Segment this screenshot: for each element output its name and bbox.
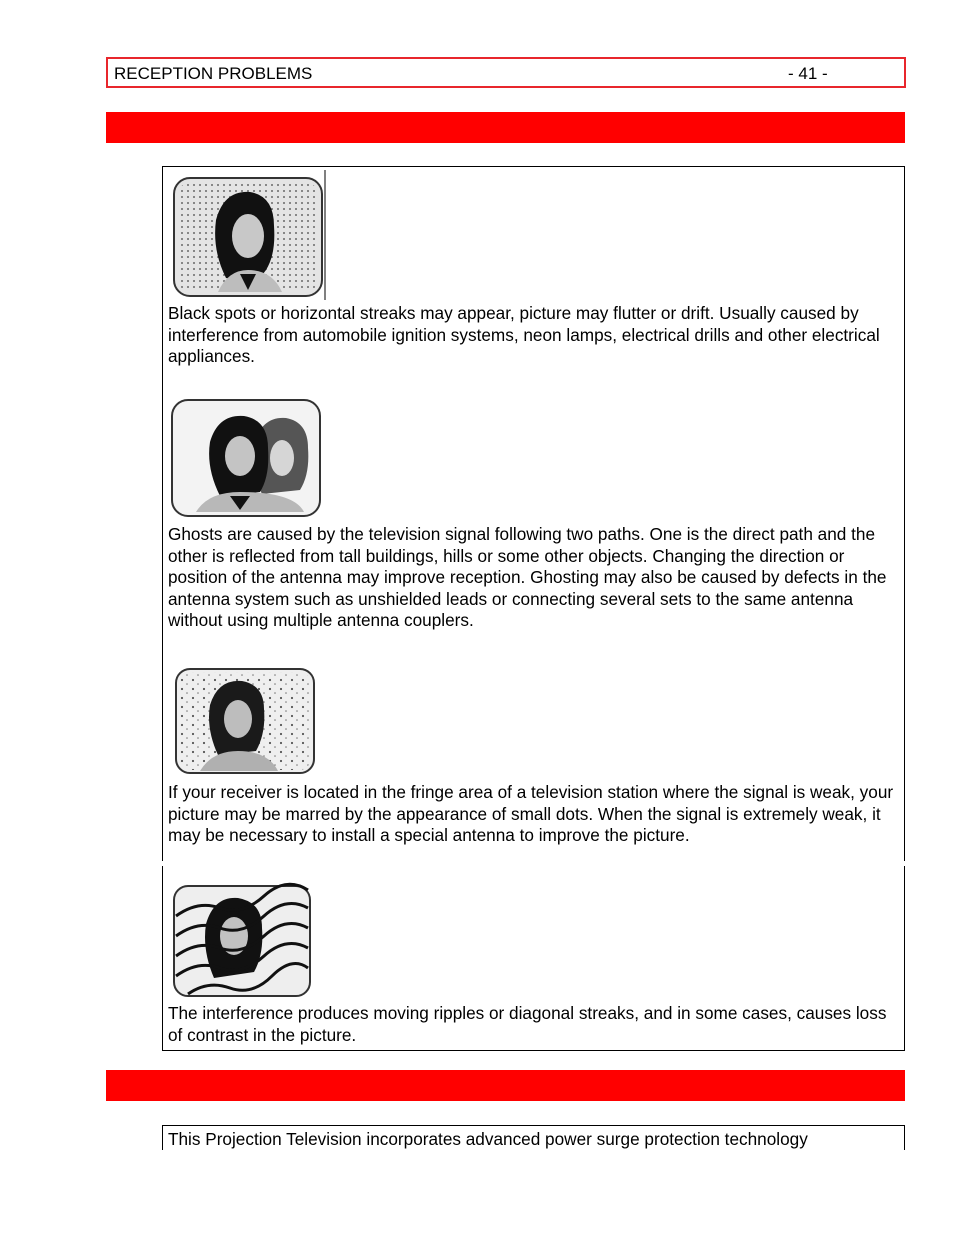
- reception-problem-panel-ripples: [162, 866, 905, 1051]
- problem-description: The interference produces moving ripples or diagonal streaks, and in some cases, causes loss of contrast in the picture.: [168, 1003, 887, 1045]
- reception-problems-panel: [162, 166, 905, 861]
- tv-ghost-image-icon: [168, 396, 324, 520]
- problem-description: If your receiver is located in the fringe area of a television station where the signal is weak, your picture may be marred by the appearance of small dots. When the signal is extremely weak, it may be necessary to install a special antenna to improve the picture.: [168, 782, 894, 846]
- page-bottom-margin: [0, 1150, 954, 1235]
- page-number: - 41 -: [788, 64, 828, 83]
- surge-protection-text: This Projection Television incorporates advanced power surge protection technology: [168, 1129, 808, 1149]
- problem-description: Black spots or horizontal streaks may appear, picture may flutter or drift. Usually caused by interference from automobile ignition systems, neon lamps, electrical drills and other electrical appliances.: [168, 303, 880, 367]
- tv-ripple-streaks-icon: [168, 878, 316, 1000]
- section-title: RECEPTION PROBLEMS: [114, 64, 313, 83]
- tv-interference-spots-icon: [168, 170, 326, 300]
- section-divider-bar: [106, 112, 905, 143]
- section-divider-bar: [106, 1070, 905, 1101]
- problem-description: Ghosts are caused by the television signal following two paths. One is the direct path and the other is reflected from tall buildings, hills or some other objects. Changing the direction or position of the antenna may improve reception. Ghosting may also be caused by defects in the antenna system such as unshielded leads or connecting several sets to the same antenna without using multiple antenna couplers.: [168, 524, 887, 631]
- page-header: [106, 57, 906, 88]
- tv-snow-image-icon: [168, 659, 320, 777]
